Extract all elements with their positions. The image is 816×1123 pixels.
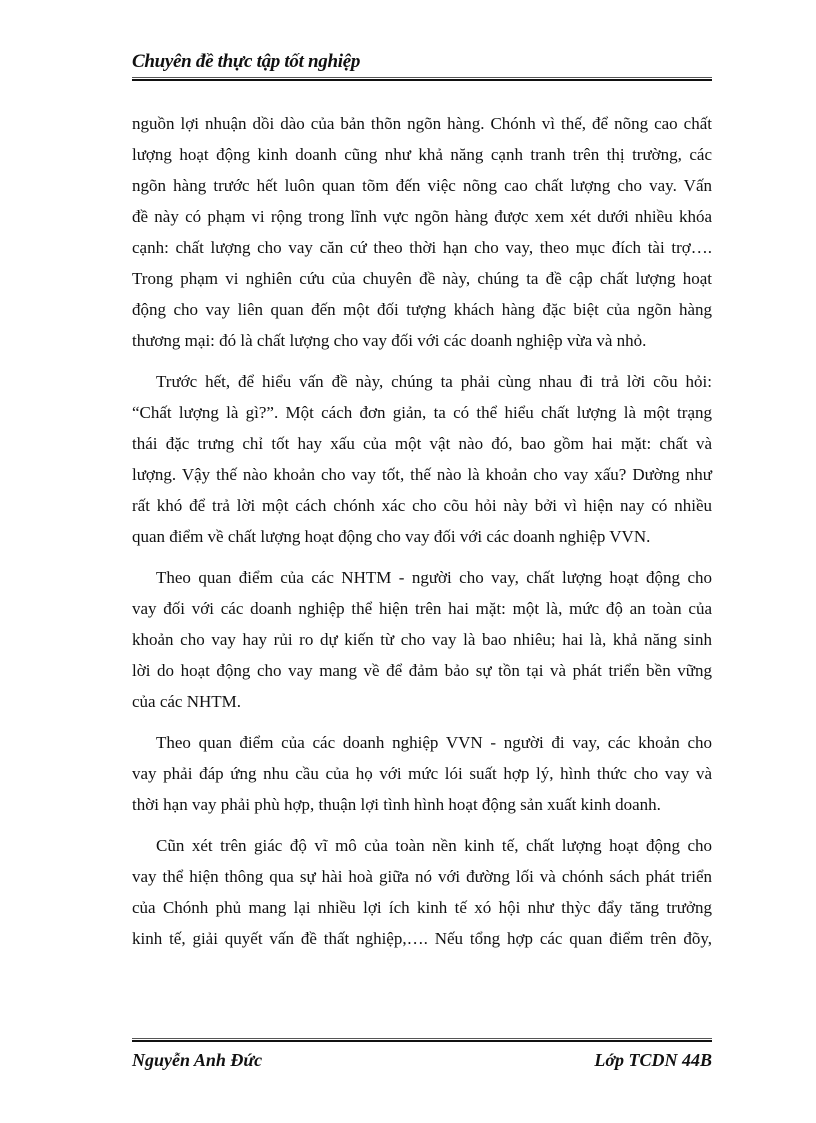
text-line: của Chónh phủ mang lại nhiều lợi ích kinh tế xó hội như thỳc đẩy tăng trưởng — [132, 898, 712, 917]
header-rule — [132, 77, 712, 81]
text-line: lời do hoạt động cho vay mang về để đảm bảo sự tồn tại và phát triển bền vững — [132, 661, 712, 680]
text-line: ngõn hàng trước hết luôn quan tõm đến việc nõng cao chất lượng cho vay. Vấn — [132, 176, 712, 195]
paragraph-gap — [132, 356, 712, 366]
text-line: Theo quan điểm của các doanh nghiệp VVN - người đi vay, các khoản cho — [156, 733, 712, 752]
paragraph — [132, 108, 712, 356]
text-line: Trước hết, để hiểu vấn đề này, chúng ta phải cùng nhau đi trả lời cõu hỏi: — [156, 372, 712, 391]
text-line: khoản cho vay hay rủi ro dự kiến từ cho vay là bao nhiêu; hai là, khả năng sinh — [132, 630, 712, 649]
header-title: Chuyên đề thực tập tốt nghiệp — [132, 51, 361, 72]
text-line: thái đặc trưng chỉ tốt hay xấu của một vật nào đó, bao gồm hai mặt: chất và — [132, 434, 712, 453]
text-line: kinh tế, giải quyết vấn đề thất nghiệp,…. Nếu tổng hợp các quan điểm trên đõy, — [132, 929, 712, 948]
footer-rule — [132, 1038, 712, 1042]
text-line: động cho vay liên quan đến một đối tượng khách hàng đặc biệt của ngõn hàng — [132, 300, 712, 319]
paragraph — [132, 727, 712, 820]
text-line: nguồn lợi nhuận dồi dào của bản thõn ngõn hàng. Chónh vì thế, để nõng cao chất — [132, 114, 712, 133]
text-line: cạnh: chất lượng cho vay căn cứ theo thời hạn cho vay, theo mục đích tài trợ…. — [132, 238, 712, 257]
text-line: Theo quan điểm của các NHTM - người cho vay, chất lượng hoạt động cho — [156, 568, 712, 587]
text-line: đề này có phạm vi rộng trong lĩnh vực ngõn hàng được xem xét dưới nhiều khóa — [132, 207, 712, 226]
text-line: Trong phạm vi nghiên cứu của chuyên đề này, chúng ta đề cập chất lượng hoạt — [132, 269, 712, 288]
text-line: vay thể hiện thông qua sự hài hoà giữa nó với đường lối và chónh sách phát triển — [132, 867, 712, 886]
paragraph-gap — [132, 552, 712, 562]
text-line: Cũn xét trên giác độ vĩ mô của toàn nền kinh tế, chất lượng hoạt động cho — [156, 836, 712, 855]
page-footer — [132, 1038, 712, 1072]
text-line: của các NHTM. — [132, 692, 242, 711]
text-line: vay đối với các doanh nghiệp thể hiện trên hai mặt: một là, mức độ an toàn của — [132, 599, 712, 618]
paragraph-gap — [132, 820, 712, 830]
paragraph — [132, 830, 712, 954]
text-line: quan điểm về chất lượng hoạt động cho vay đối với các doanh nghiệp VVN. — [132, 527, 651, 546]
paragraph — [132, 562, 712, 717]
text-line: vay phải đáp ứng nhu cầu của họ với mức lói suất hợp lý, hình thức cho vay và — [132, 764, 712, 783]
text-line: thời hạn vay phải phù hợp, thuận lợi tình hình hoạt động sản xuất kinh doanh. — [132, 795, 661, 814]
paragraph-gap — [132, 717, 712, 727]
text-line: thương mại: đó là chất lượng cho vay đối với các doanh nghiệp vừa và nhỏ. — [132, 331, 647, 350]
text-line: rất khó để trả lời một cách chónh xác cho cõu hỏi này bởi vì hiện nay có nhiều — [132, 496, 712, 515]
text-line: lượng hoạt động kinh doanh cũng như khả năng cạnh tranh trên thị trường, các — [132, 145, 712, 164]
paragraph — [132, 366, 712, 552]
text-line: lượng. Vậy thế nào khoản cho vay tốt, thế nào là khoản cho vay xấu? Dường như — [132, 465, 712, 484]
document-body — [132, 108, 712, 954]
text-line: “Chất lượng là gì?”. Một cách đơn giản, ta có thể hiểu chất lượng là một trạng — [132, 403, 712, 422]
footer-class: Lớp TCDN 44B — [594, 1050, 712, 1070]
footer-author: Nguyễn Anh Đức — [132, 1050, 263, 1070]
page-header — [132, 50, 712, 81]
